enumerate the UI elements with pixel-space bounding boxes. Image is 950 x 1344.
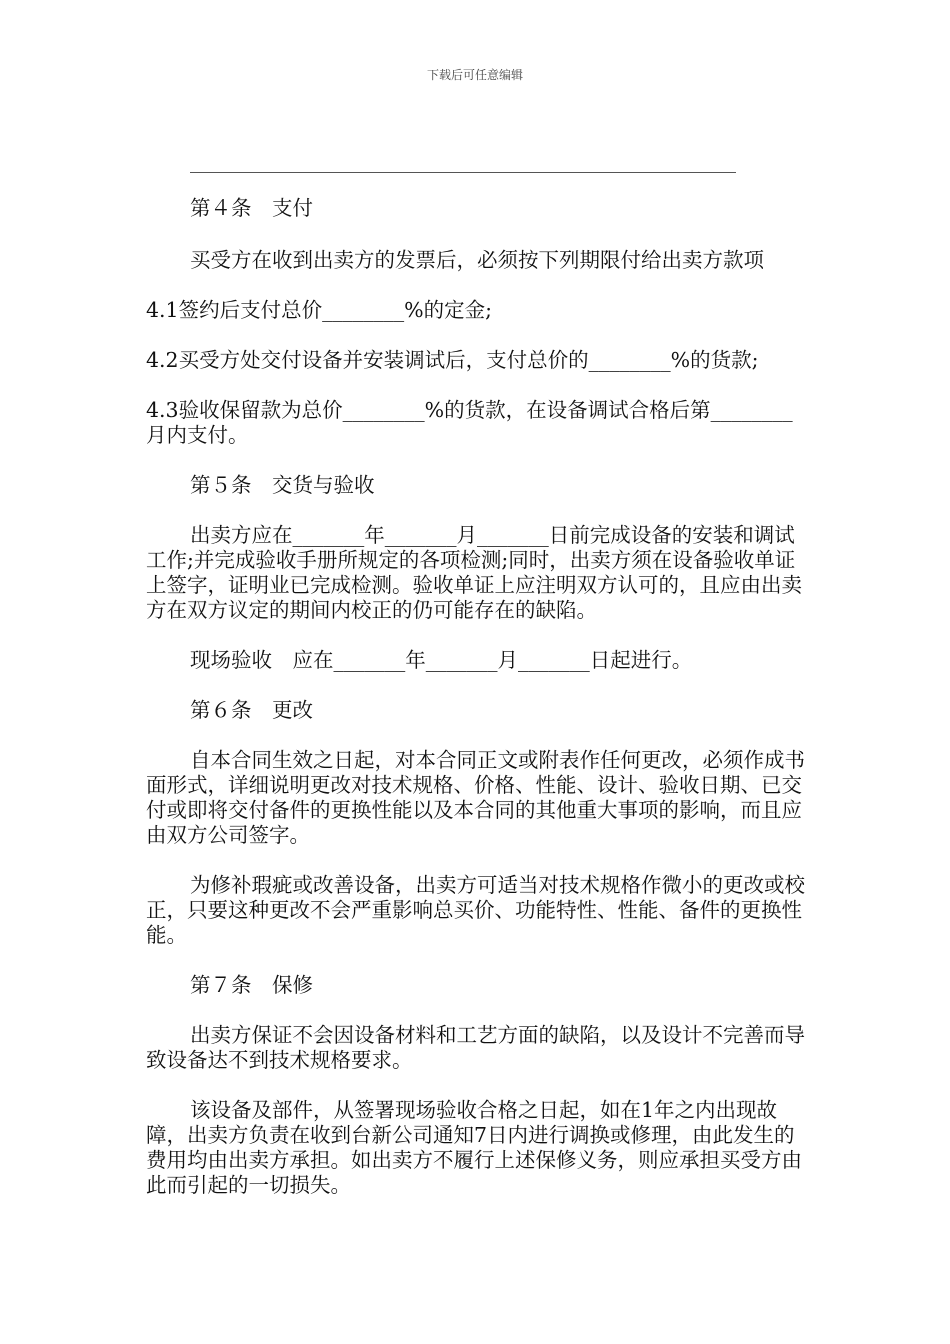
article-4-clause-3: 4.3验收保留款为总价________%的货款，在设备调试合格后第________月内支付。: [146, 398, 793, 447]
document-body: [146, 196, 806, 1198]
article-7-heading: 第７条 保修: [190, 973, 313, 997]
article-6-heading: 第６条 更改: [190, 698, 313, 722]
article-4-intro: 买受方在收到出卖方的发票后，必须按下列期限付给出卖方款项: [190, 248, 764, 272]
article-4-heading: 第４条 支付: [190, 196, 313, 220]
article-4-clause-2: 4.2买受方处交付设备并安装调试后，支付总价的________%的货款;: [146, 348, 759, 372]
article-5-heading: 第５条 交货与验收: [190, 473, 375, 497]
article-5-paragraph-1: 出卖方应在_______年_______月_______日前完成设备的安装和调试工作;并完成验收手册所规定的各项检测;同时，出卖方须在设备验收单证上签字，证明业已完成检测。验收单证上应注明双方认可的，且应由出卖方在双方议定的期间内校正的仍可能存在的缺陷。: [146, 523, 802, 622]
article-7-paragraph-1: 出卖方保证不会因设备材料和工艺方面的缺陷，以及设计不完善而导致设备达不到技术规格要求。: [146, 1023, 805, 1072]
article-4-clause-1: 4.1签约后支付总价________%的定金;: [146, 298, 492, 322]
article-6-paragraph-1: 自本合同生效之日起，对本合同正文或附表作任何更改，必须作成书面形式，详细说明更改对技术规格、价格、性能、设计、验收日期、已交付或即将交付备件的更换性能以及本合同的其他重大事项的影响，而且应由双方公司签字。: [146, 748, 805, 847]
article-5-paragraph-2: 现场验收 应在_______年_______月_______日起进行。: [190, 648, 693, 672]
article-7-paragraph-2: 该设备及部件，从签署现场验收合格之日起，如在1年之内出现故障，出卖方负责在收到台新公司通知7日内进行调换或修理，由此发生的费用均由出卖方承担。如出卖方不履行上述保修义务，则应承担买受方由此而引起的一切损失。: [146, 1098, 802, 1197]
article-6-paragraph-2: 为修补瑕疵或改善设备，出卖方可适当对技术规格作微小的更改或校正，只要这种更改不会严重影响总买价、功能特性、性能、备件的更换性能。: [146, 873, 805, 947]
header-divider: [190, 172, 736, 173]
page-header-note: 下载后可任意编辑: [426, 68, 523, 82]
